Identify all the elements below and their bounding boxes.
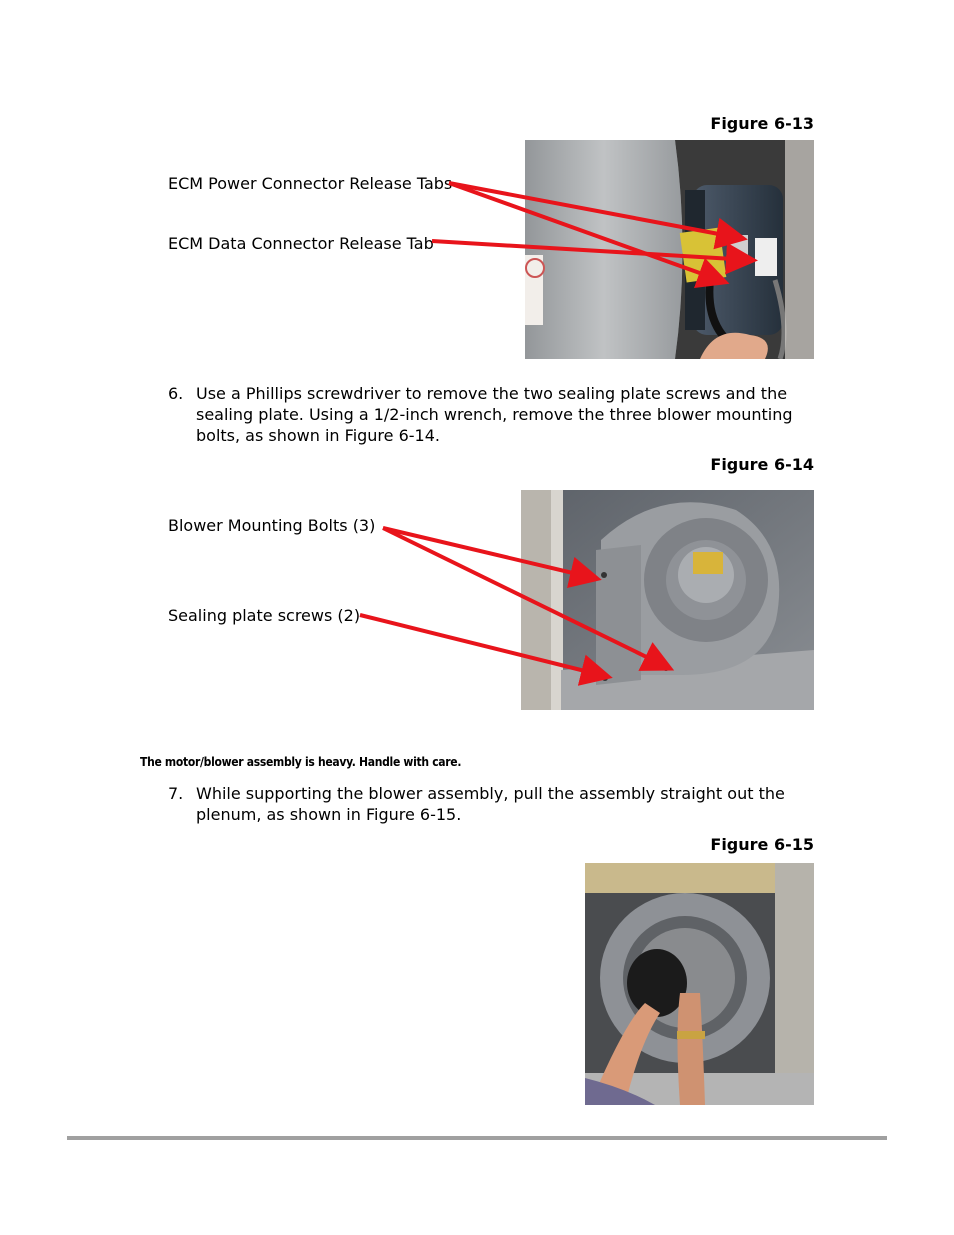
figure-6-15-photo xyxy=(585,863,814,1105)
figure-6-15-title: Figure 6-15 xyxy=(710,835,814,854)
warning-note: The motor/blower assembly is heavy. Handle with care. xyxy=(140,755,462,769)
figure-6-13-title: Figure 6-13 xyxy=(710,114,814,133)
callout-data-connector-tab: ECM Data Connector Release Tab xyxy=(168,234,434,253)
step-number: 6. xyxy=(168,384,184,403)
figure-6-14-title: Figure 6-14 xyxy=(710,455,814,474)
step-number: 7. xyxy=(168,784,184,803)
figure-6-14-photo xyxy=(521,490,814,710)
figure-6-13-photo xyxy=(525,140,814,359)
step-7 xyxy=(168,783,818,825)
callout-blower-mounting-bolts: Blower Mounting Bolts (3) xyxy=(168,516,376,535)
step-6 xyxy=(168,383,818,446)
step-text: While supporting the blower assembly, pull the assembly straight out the plenum, as shown in Figure 6-15. xyxy=(196,784,785,824)
step-text: Use a Phillips screwdriver to remove the two sealing plate screws and the sealing plate. Using a 1/2-inch wrench, remove the three blower mounting bolts, as shown in Figure 6-14. xyxy=(196,384,793,445)
footer-rule xyxy=(67,1136,887,1140)
callout-power-connector-tabs: ECM Power Connector Release Tabs xyxy=(168,174,453,193)
callout-sealing-plate-screws: Sealing plate screws (2) xyxy=(168,606,361,625)
